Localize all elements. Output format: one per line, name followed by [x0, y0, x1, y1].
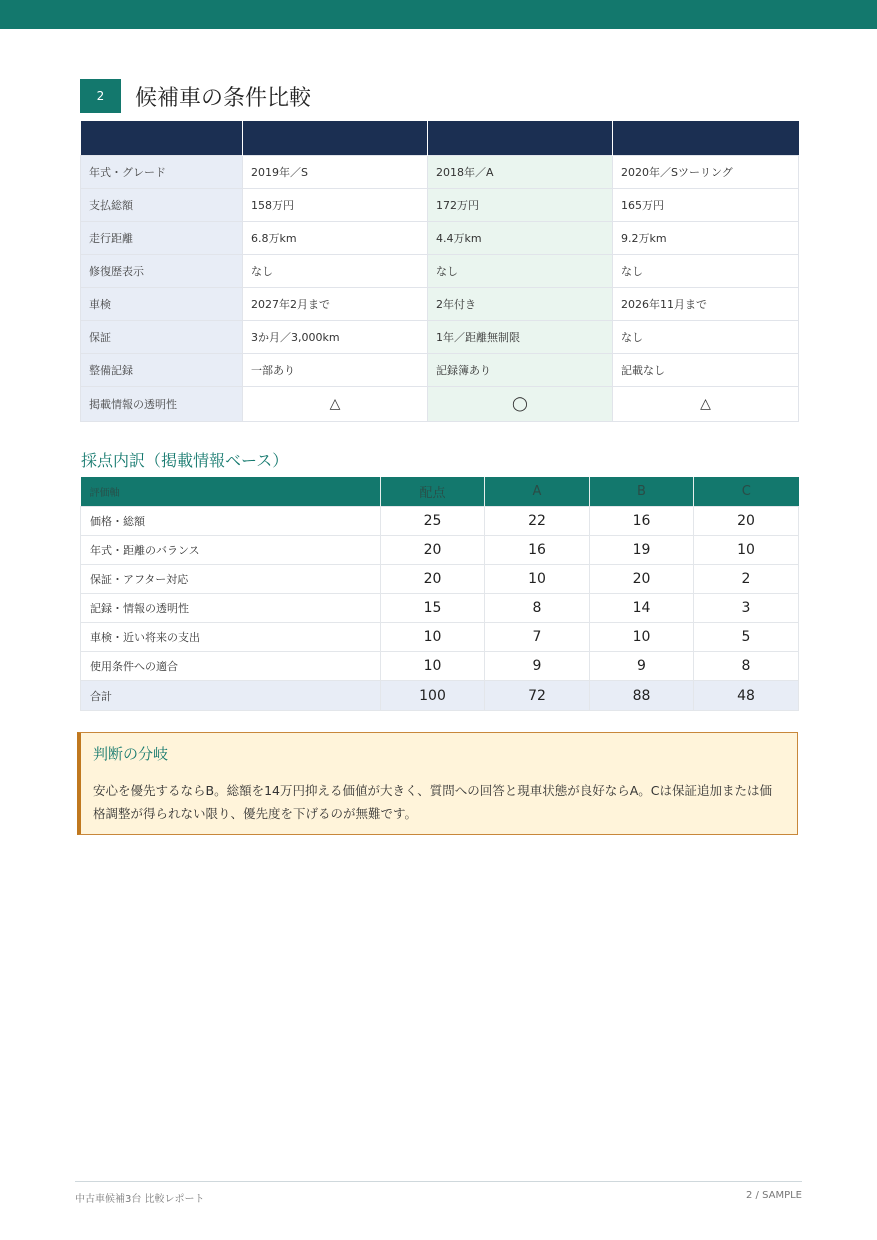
axis-label: 使用条件への適合 [81, 652, 381, 681]
cell-car-c: なし [613, 255, 799, 288]
table-row [81, 222, 799, 255]
cell-car-b: 記録簿あり [428, 354, 613, 387]
callout-body: 安心を優先するならB。総額を14万円抑える価値が大きく、質問への回答と現車状態が良好ならA。Cは保証追加または価格調整が得られない限り、優先度を下げるのが無難です。 [93, 783, 773, 821]
cell-car-c: 2020年／Sツーリング [613, 156, 799, 189]
total-row [81, 681, 799, 711]
score-a: 7 [485, 623, 590, 652]
header-car-c: C [694, 477, 799, 507]
comparison-header-cell [613, 121, 799, 156]
score-b: 10 [590, 623, 694, 652]
scoring-header-row [81, 477, 799, 507]
header-weight: 配点 [381, 477, 485, 507]
row-label: 掲載情報の透明性 [81, 387, 243, 422]
axis-label: 価格・総額 [81, 507, 381, 536]
total-label: 合計 [81, 681, 381, 711]
table-row [81, 507, 799, 536]
axis-label: 車検・近い将来の支出 [81, 623, 381, 652]
score-b: 9 [590, 652, 694, 681]
row-label: 年式・グレード [81, 156, 243, 189]
axis-label: 保証・アフター対応 [81, 565, 381, 594]
score-c: 10 [694, 536, 799, 565]
score-c: 8 [694, 652, 799, 681]
header-car-b: B [590, 477, 694, 507]
score-c: 3 [694, 594, 799, 623]
weight-cell: 10 [381, 623, 485, 652]
weight-cell: 15 [381, 594, 485, 623]
cell-car-a: 6.8万km [243, 222, 428, 255]
cell-car-b: 4.4万km [428, 222, 613, 255]
cell-car-c: なし [613, 321, 799, 354]
comparison-header-cell [428, 121, 613, 156]
table-row [81, 652, 799, 681]
cell-car-b: なし [428, 255, 613, 288]
section-title: 候補車の条件比較 [135, 85, 312, 111]
row-label: 保証 [81, 321, 243, 354]
comparison-header-cell [243, 121, 428, 156]
score-a: 16 [485, 536, 590, 565]
scoring-title: 採点内訳（掲載情報ベース） [81, 451, 289, 470]
axis-label: 年式・距離のバランス [81, 536, 381, 565]
table-row [81, 189, 799, 222]
transparency-mark-b: ◯ [428, 387, 613, 422]
transparency-mark-a: △ [243, 387, 428, 422]
top-accent-bar [0, 0, 877, 29]
cell-car-a: 2019年／S [243, 156, 428, 189]
cell-car-a: 158万円 [243, 189, 428, 222]
decision-callout [77, 732, 798, 835]
table-row [81, 565, 799, 594]
row-label: 修復歴表示 [81, 255, 243, 288]
total-weight: 100 [381, 681, 485, 711]
score-b: 20 [590, 565, 694, 594]
table-row [81, 623, 799, 652]
cell-car-c: 2026年11月まで [613, 288, 799, 321]
score-a: 10 [485, 565, 590, 594]
score-a: 9 [485, 652, 590, 681]
section-header [80, 79, 311, 113]
cell-car-b: 172万円 [428, 189, 613, 222]
total-a: 72 [485, 681, 590, 711]
weight-cell: 25 [381, 507, 485, 536]
total-b: 88 [590, 681, 694, 711]
footer-page-number: 2 / SAMPLE [745, 1190, 802, 1201]
cell-car-a: 2027年2月まで [243, 288, 428, 321]
axis-label: 記録・情報の透明性 [81, 594, 381, 623]
score-c: 20 [694, 507, 799, 536]
table-row [81, 536, 799, 565]
transparency-mark-c: △ [613, 387, 799, 422]
table-row [81, 321, 799, 354]
cell-car-b: 1年／距離無制限 [428, 321, 613, 354]
comparison-header-row [81, 121, 799, 156]
score-c: 5 [694, 623, 799, 652]
row-label: 支払総額 [81, 189, 243, 222]
cell-car-c: 9.2万km [613, 222, 799, 255]
score-a: 8 [485, 594, 590, 623]
cell-car-a: なし [243, 255, 428, 288]
row-label: 整備記録 [81, 354, 243, 387]
cell-car-a: 3か月／3,000km [243, 321, 428, 354]
footer-report-title: 中古車候補3台 比較レポート [75, 1194, 205, 1205]
table-row [81, 594, 799, 623]
weight-cell: 20 [381, 536, 485, 565]
header-axis: 評価軸 [81, 477, 381, 507]
section-number-badge: 2 [80, 79, 121, 113]
comparison-table [80, 121, 799, 422]
callout-title: 判断の分岐 [93, 745, 169, 763]
table-row [81, 255, 799, 288]
score-a: 22 [485, 507, 590, 536]
cell-car-b: 2年付き [428, 288, 613, 321]
cell-car-c: 記載なし [613, 354, 799, 387]
score-b: 14 [590, 594, 694, 623]
table-row [81, 354, 799, 387]
weight-cell: 10 [381, 652, 485, 681]
header-car-a: A [485, 477, 590, 507]
table-row [81, 387, 799, 422]
scoring-table [80, 477, 799, 711]
cell-car-b: 2018年／A [428, 156, 613, 189]
score-c: 2 [694, 565, 799, 594]
cell-car-a: 一部あり [243, 354, 428, 387]
row-label: 車検 [81, 288, 243, 321]
total-c: 48 [694, 681, 799, 711]
cell-car-c: 165万円 [613, 189, 799, 222]
score-b: 16 [590, 507, 694, 536]
table-row [81, 288, 799, 321]
weight-cell: 20 [381, 565, 485, 594]
row-label: 走行距離 [81, 222, 243, 255]
footer-divider [75, 1181, 802, 1182]
comparison-header-cell [81, 121, 243, 156]
table-row [81, 156, 799, 189]
score-b: 19 [590, 536, 694, 565]
